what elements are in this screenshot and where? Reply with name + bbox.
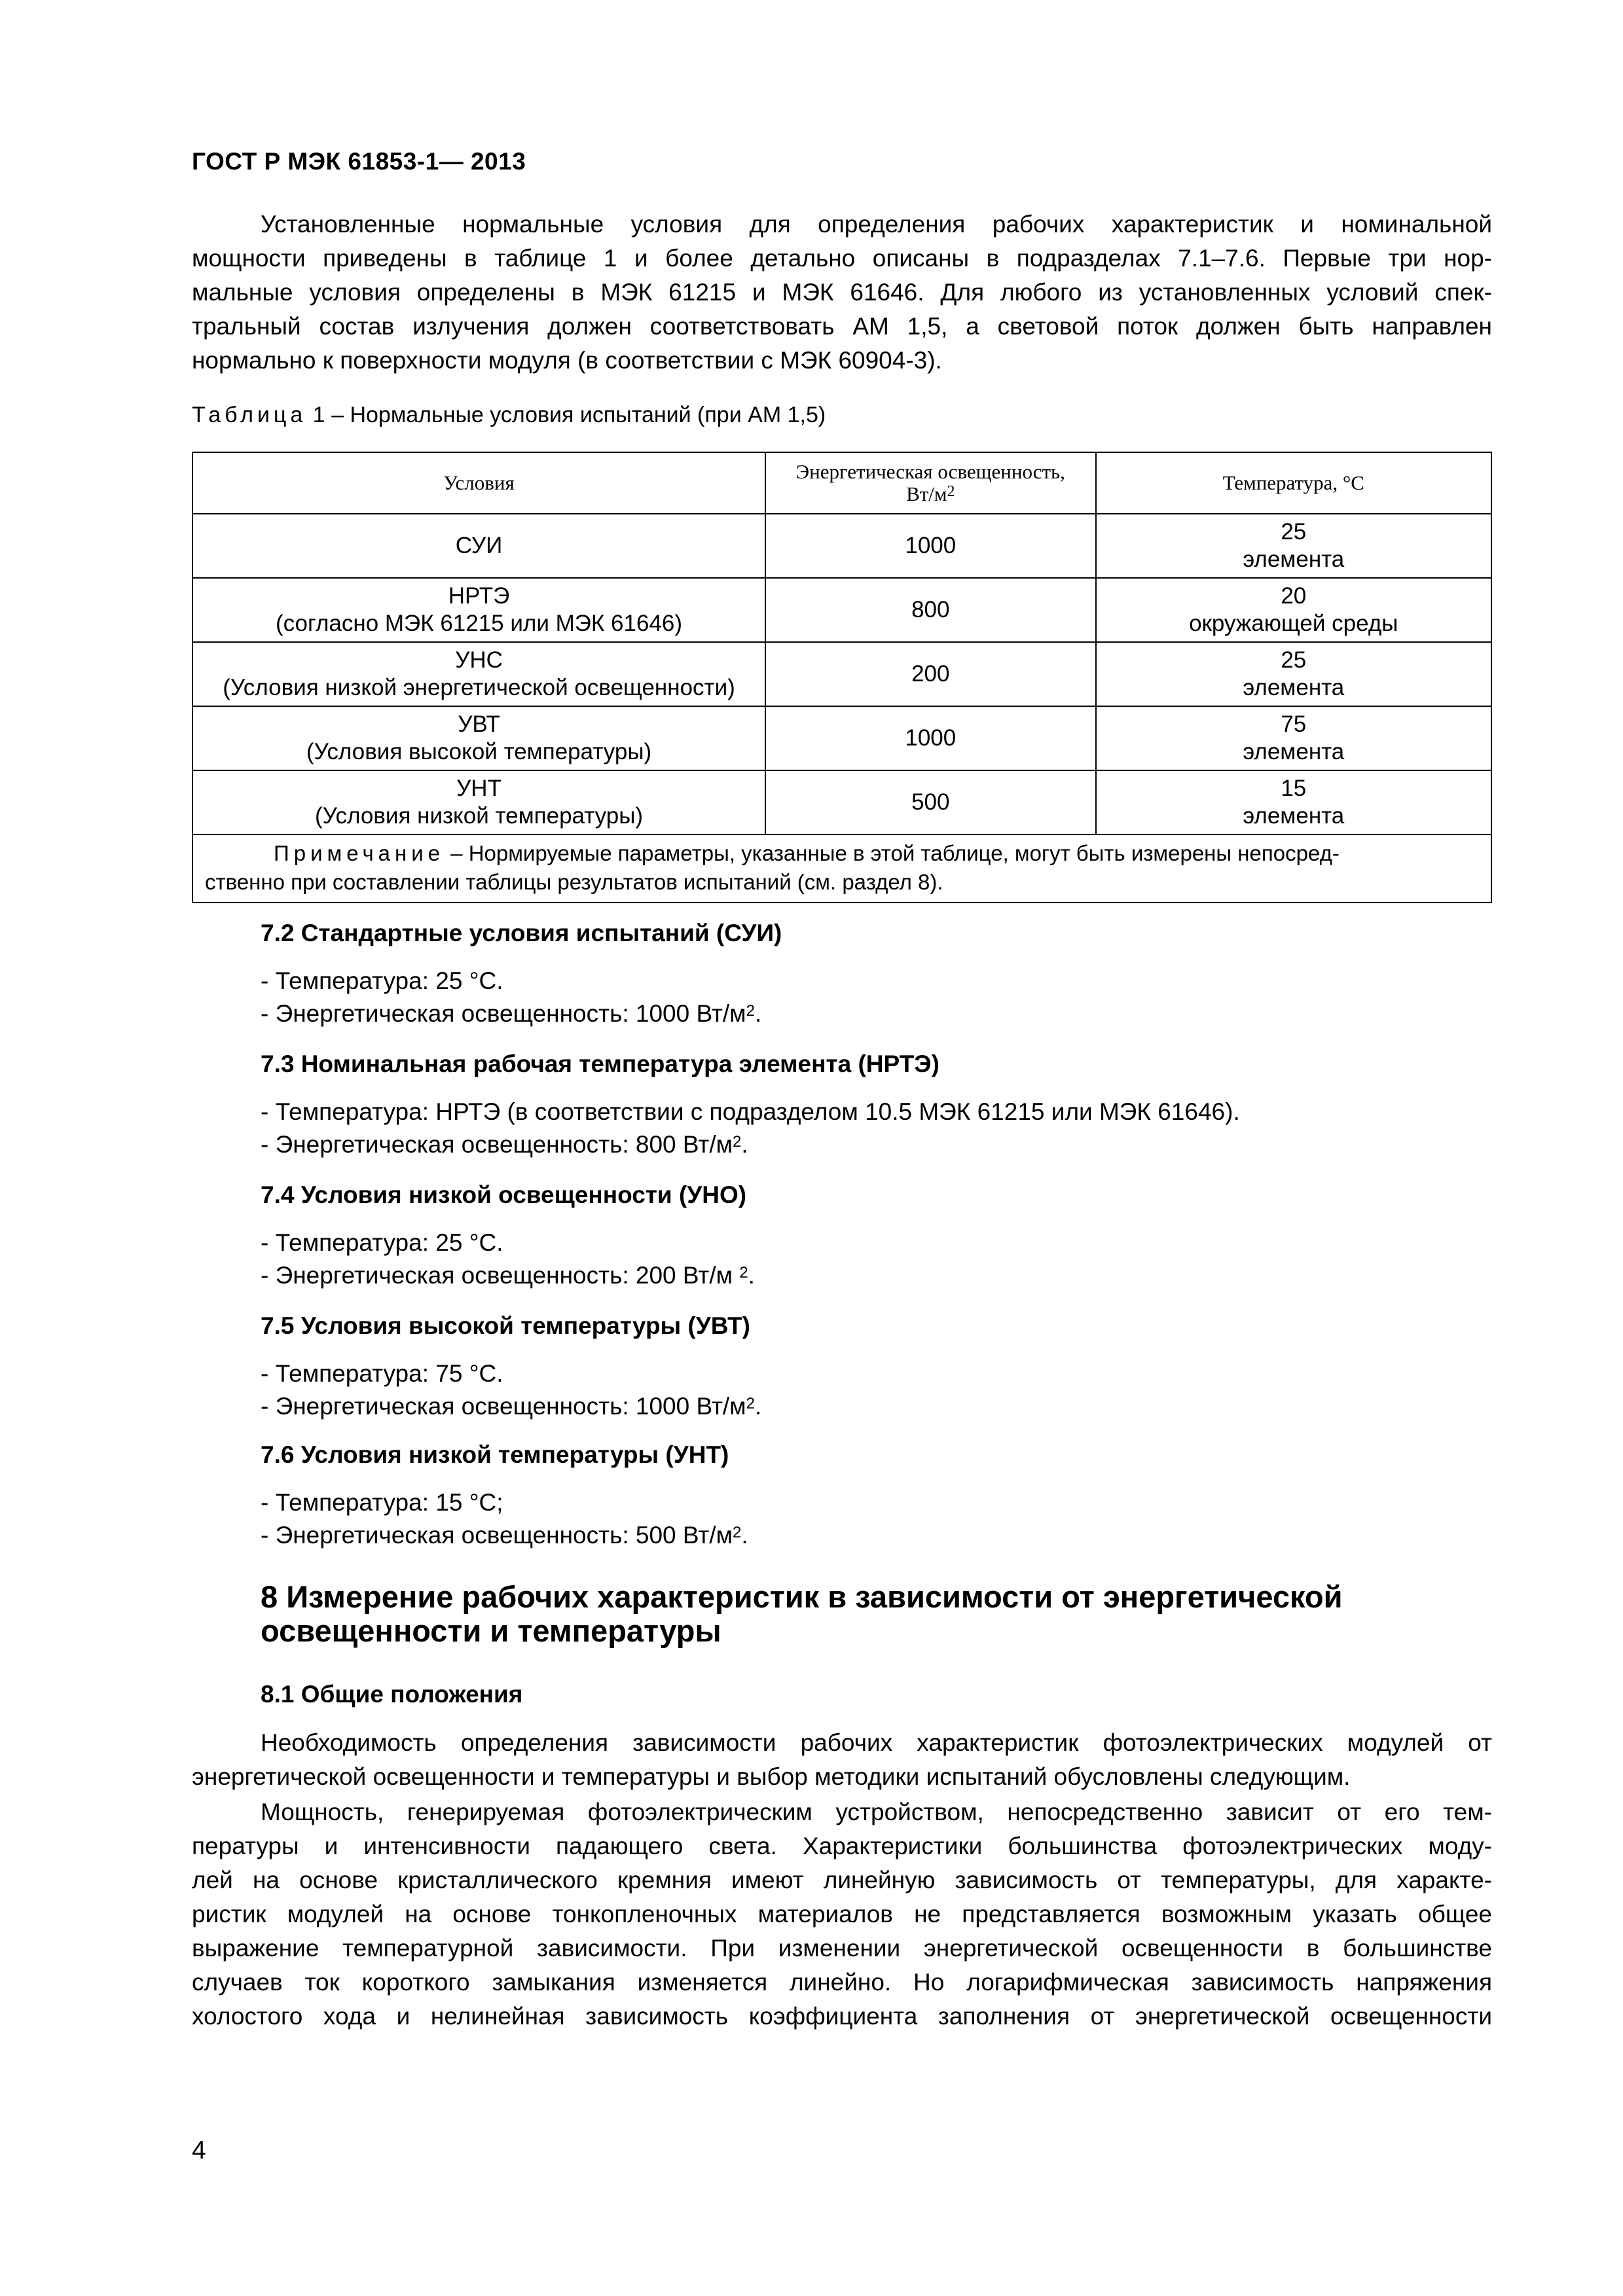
table-row (192, 706, 1491, 770)
superscript: 2 (733, 1133, 742, 1151)
section-7-2-title: 7.2 Стандартные условия испытаний (СУИ) (261, 920, 782, 946)
section-8-1-paragraph-1 (192, 1726, 1492, 1794)
temperature-value: 15 (1281, 776, 1307, 801)
table-cell-irradiance: 500 (765, 770, 1096, 834)
table-note-row (192, 834, 1491, 903)
temperature-value: 25 (1281, 647, 1307, 673)
section-8-title (261, 1580, 1343, 1648)
column-header-irradiance-sup: 2 (947, 483, 955, 500)
table-cell-temperature (1096, 578, 1491, 642)
section-8-title-line2: освещенности и температуры (261, 1613, 721, 1648)
condition-description: (Условия низкой энергетической освещенности) (223, 675, 735, 700)
text-line: лей на основе кристаллического кремния имеют линейную зависимость от температуры, для характе- (192, 1867, 1492, 1893)
irradiance-line (261, 997, 761, 1030)
line-end: . (741, 1131, 748, 1158)
section-7-3-body (261, 1096, 1240, 1161)
section-7-5-title: 7.5 Условия высокой температуры (УВТ) (261, 1312, 751, 1339)
irradiance-text: - Энергетическая освещенность: 1000 Вт/м (261, 1393, 746, 1420)
text-line: Мощность, генерируемая фотоэлектрическим устройством, непосредственно зависит от его тем- (261, 1799, 1492, 1825)
intro-paragraph (192, 207, 1492, 378)
superscript: 2 (733, 1524, 742, 1541)
table-cell-irradiance: 800 (765, 578, 1096, 642)
table-cell-condition (192, 642, 765, 706)
irradiance-line (261, 1259, 755, 1292)
irradiance-line (261, 1128, 1240, 1161)
text-line: мощности приведены в таблице 1 и более детально описаны в подразделах 7.1–7.6. Первые три нор- (192, 245, 1492, 272)
section-7-4-body (261, 1227, 755, 1292)
table-caption (192, 403, 826, 428)
conditions-table (192, 452, 1492, 903)
section-7-2-body (261, 965, 761, 1030)
text-line: случаев ток короткого замыкания изменяется линейно. Но логарифмическая зависимость напряжения (192, 1969, 1492, 1996)
section-7-3-title: 7.3 Номинальная рабочая температура элемента (НРТЭ) (261, 1050, 939, 1077)
condition-name: НРТЭ (448, 583, 510, 609)
temperature-line: - Температура: 25 °С. (261, 1229, 503, 1256)
condition-name: УНС (455, 647, 503, 673)
table-cell-temperature (1096, 770, 1491, 834)
irradiance-line (261, 1390, 761, 1423)
table-note-lead: Примечание (274, 841, 445, 865)
temperature-line: - Температура: 75 °С. (261, 1360, 503, 1387)
section-8-1-title: 8.1 Общие положения (261, 1681, 523, 1708)
section-7-4-title: 7.4 Условия низкой освещенности (УНО) (261, 1181, 747, 1208)
irradiance-text: - Энергетическая освещенность: 1000 Вт/м (261, 1000, 746, 1027)
irradiance-line (261, 1519, 748, 1552)
table-cell-temperature (1096, 642, 1491, 706)
document-header: ГОСТ Р МЭК 61853-1— 2013 (192, 148, 526, 175)
section-7-5-body (261, 1357, 761, 1423)
table-row (192, 578, 1491, 642)
superscript: 2 (739, 1264, 748, 1282)
condition-description: (Условия высокой температуры) (306, 739, 652, 764)
column-header-irradiance-unit: Вт/м (906, 482, 947, 505)
table-row (192, 642, 1491, 706)
section-8-title-line1: 8 Измерение рабочих характеристик в зависимости от энергетической (261, 1579, 1343, 1614)
text-line: пературы и интенсивности падающего света. Характеристики большинства фотоэлектрических моду- (192, 1833, 1492, 1859)
temperature-reference: окружающей среды (1189, 611, 1398, 636)
condition-name: СУИ (455, 533, 503, 558)
table-note-text-1: – Нормируемые параметры, указанные в этой таблице, могут быть измерены непосред- (445, 841, 1340, 865)
table-note (192, 834, 1491, 903)
text-line: выражение температурной зависимости. При изменении энергетической освещенности в большинстве (192, 1935, 1492, 1962)
table-cell-temperature (1096, 514, 1491, 578)
table-note-text-2: ственно при составлении таблицы результатов испытаний (см. раздел 8). (205, 870, 943, 894)
page-number: 4 (192, 2136, 206, 2164)
table-cell-irradiance: 1000 (765, 514, 1096, 578)
table-row (192, 514, 1491, 578)
column-header-irradiance-line1: Энергетическая освещенность, (795, 460, 1065, 483)
superscript: 2 (746, 1002, 755, 1020)
temperature-line: - Температура: 15 °С; (261, 1489, 503, 1516)
table-cell-condition (192, 578, 765, 642)
table-note-indent (205, 841, 274, 865)
table-cell-condition (192, 706, 765, 770)
superscript: 2 (746, 1395, 755, 1412)
irradiance-text: - Энергетическая освещенность: 500 Вт/м (261, 1522, 733, 1549)
condition-name: УНТ (456, 776, 501, 801)
text-line: ристик модулей на основе тонкопленочных материалов не представляется возможным указать общее (192, 1901, 1492, 1928)
section-7-6-title: 7.6 Условия низкой температуры (УНТ) (261, 1441, 729, 1468)
temperature-reference: элемента (1243, 803, 1345, 829)
text-line: нормально к поверхности модуля (в соответствии с МЭК 60904-3). (192, 347, 942, 374)
temperature-value: 75 (1281, 711, 1307, 737)
condition-description: (согласно МЭК 61215 или МЭК 61646) (275, 611, 683, 636)
line-end: . (754, 1393, 762, 1420)
table-row (192, 770, 1491, 834)
temperature-value: 20 (1281, 583, 1307, 609)
temperature-value: 25 (1281, 519, 1307, 545)
temperature-reference: элемента (1243, 547, 1345, 572)
temperature-line: - Температура: 25 °С. (261, 967, 503, 994)
section-8-1-paragraph-2 (192, 1795, 1492, 2034)
text-line: энергетической освещенности и температуры и выбор методики испытаний обусловлены следующим. (192, 1763, 1351, 1790)
section-7-6-body (261, 1486, 748, 1552)
irradiance-text: - Энергетическая освещенность: 800 Вт/м (261, 1131, 733, 1158)
column-header-temperature: Температура, °С (1096, 452, 1491, 514)
column-header-irradiance (765, 452, 1096, 514)
text-line: Установленные нормальные условия для определения рабочих характеристик и номинальной (261, 211, 1492, 238)
text-line: холостого хода и нелинейная зависимость коэффициента заполнения от энергетической освещенности (192, 2003, 1492, 2030)
table-cell-irradiance: 200 (765, 642, 1096, 706)
table-caption-lead: Таблица (192, 403, 307, 427)
text-line: мальные условия определены в МЭК 61215 и МЭК 61646. Для любого из установленных условий спек- (192, 279, 1492, 306)
table-cell-condition (192, 770, 765, 834)
table-cell-irradiance: 1000 (765, 706, 1096, 770)
temperature-line: - Температура: НРТЭ (в соответствии с подразделом 10.5 МЭК 61215 или МЭК 61646). (261, 1098, 1240, 1125)
condition-name: УВТ (458, 711, 500, 737)
text-line: Необходимость определения зависимости рабочих характеристик фотоэлектрических модулей от (261, 1729, 1492, 1756)
column-header-conditions: Условия (192, 452, 765, 514)
line-end: . (748, 1262, 755, 1289)
temperature-reference: элемента (1243, 739, 1345, 764)
irradiance-text: - Энергетическая освещенность: 200 Вт/м (261, 1262, 740, 1289)
line-end: . (741, 1522, 748, 1549)
text-line: тральный состав излучения должен соответствовать АМ 1,5, а световой поток должен быть направлен (192, 313, 1492, 340)
table-header-row (192, 452, 1491, 514)
table-cell-temperature (1096, 706, 1491, 770)
condition-description: (Условия низкой температуры) (314, 803, 644, 829)
table-caption-text: 1 – Нормальные условия испытаний (при АМ 1,5) (306, 403, 826, 427)
line-end: . (754, 1000, 762, 1027)
table-cell-condition (192, 514, 765, 578)
temperature-reference: элемента (1243, 675, 1345, 700)
